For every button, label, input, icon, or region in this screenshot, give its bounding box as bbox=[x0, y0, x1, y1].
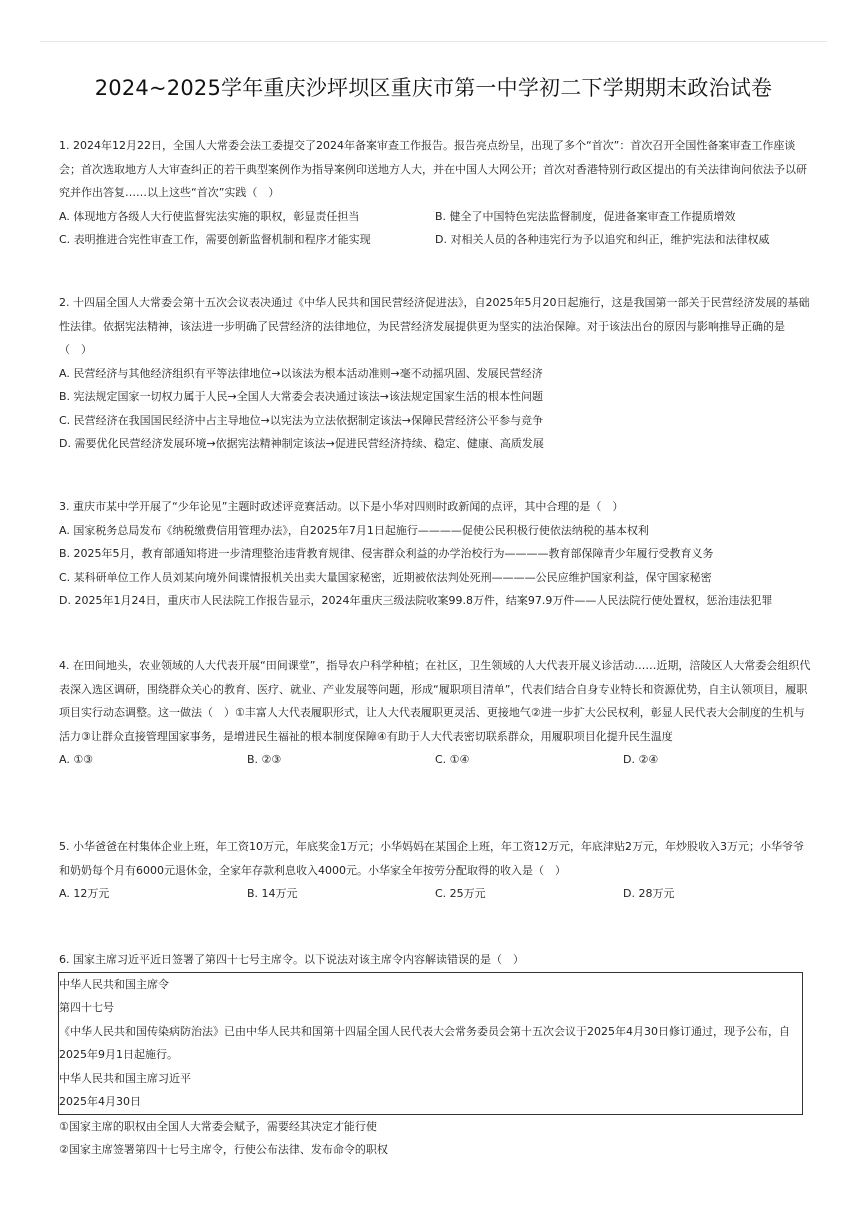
option-c: C. 25万元 bbox=[435, 887, 486, 900]
question-6 bbox=[59, 948, 811, 1162]
question-stem: 6. 国家主席习近平近日签署了第四十七号主席令。以下说法对该主席令内容解读错误的是（ ） bbox=[59, 953, 524, 966]
option-a: A. 12万元 bbox=[59, 887, 110, 900]
question-stem: 2. 十四届全国人大常委会第十五次会议表决通过《中华人民共和国民营经济促进法》，自2025年5月20日起施行，这是我国第一部关于民营经济发展的基础性法律。依据宪法精神，该法进一步明确了民营经济的法律地位，为民营经济发展提供更为坚实的法治保障。对于该法出台的原因与影响推导正确的是（ ） bbox=[59, 296, 810, 356]
question-1 bbox=[59, 134, 811, 252]
question-stem: 4. 在田间地头，农业领域的人大代表开展“田间课堂”，指导农户科学种植；在社区，卫生领域的人大代表开展义诊活动……近期，涪陵区人大常委会组织代表深入选区调研，围绕群众关心的教育、医疗、就业、产业发展等问题，形成“履职项目清单”，代表们结合自身专业特长和资源优势，自主认领项目，履职项目实行动态调整。这一做法（ ）①丰富人大代表履职形式，让人大代表履职更灵活、更接地气②进一步扩大公民权利，彰显人民代表大会制度的生机与活力③让群众直接管理国家事务，是增进民生福祉的根本制度保障④有助于人大代表密切联系群众，用履职项目化提升民生温度 bbox=[59, 659, 811, 743]
option-b: B. 健全了中国特色宪法监督制度，促进备案审查工作提质增效 bbox=[435, 209, 736, 223]
question-2 bbox=[59, 291, 811, 456]
decree-signature: 中华人民共和国主席习近平 bbox=[59, 1071, 191, 1085]
decree-body: 《中华人民共和国传染病防治法》已由中华人民共和国第十四届全国人民代表大会常务委员会第十五次会议于2025年4月30日修订通过，现予公布，自2025年9月1日起施行。 bbox=[59, 1024, 790, 1061]
option-a: A. 国家税务总局发布《纳税缴费信用管理办法》，自2025年7月1日起施行————促使公民积极行使依法纳税的基本权利 bbox=[59, 523, 649, 537]
decree-date: 2025年4月30日 bbox=[59, 1095, 141, 1108]
header-divider bbox=[40, 41, 827, 42]
question-5 bbox=[59, 835, 811, 906]
statement-1: ①国家主席的职权由全国人大常委会赋予，需要经其决定才能行使 bbox=[59, 1119, 377, 1133]
option-a: A. ①③ bbox=[59, 753, 94, 766]
statement-2: ②国家主席签署第四十七号主席令，行使公布法律、发布命令的职权 bbox=[59, 1143, 388, 1156]
option-d: D. 对相关人员的各种违宪行为予以追究和纠正，维护宪法和法律权威 bbox=[435, 233, 770, 246]
option-b: B. 2025年5月，教育部通知将进一步清理整治违背教育规律、侵害群众利益的办学治校行为————教育部保障青少年履行受教育义务 bbox=[59, 547, 714, 560]
option-b: B. 14万元 bbox=[247, 887, 298, 900]
decree-number: 第四十七号 bbox=[59, 1001, 114, 1014]
page-title: 2024~2025学年重庆沙坪坝区重庆市第一中学初二下学期期末政治试卷 bbox=[94, 76, 773, 100]
option-b: B. 宪法规定国家一切权力属于人民→全国人大常委会表决通过该法→该法规定国家生活的根本性问题 bbox=[59, 390, 543, 403]
option-a: A. 民营经济与其他经济组织有平等法律地位→以该法为根本活动准则→毫不动摇巩固、发展民营经济 bbox=[59, 366, 543, 380]
decree-box bbox=[58, 972, 803, 1115]
option-d: D. ②④ bbox=[623, 753, 659, 766]
question-stem: 3. 重庆市某中学开展了“少年论见”主题时政述评竞赛活动。以下是小华对四则时政新闻的点评，其中合理的是（ ） bbox=[59, 500, 624, 513]
question-stem: 5. 小华爸爸在村集体企业上班，年工资10万元，年底奖金1万元；小华妈妈在某国企上班，年工资12万元，年底津贴2万元，年炒股收入3万元；小华爷爷和奶奶每个月有6000元退休金，全家年存款利息收入4000元。小华家全年按劳分配取得的收入是（ ） bbox=[59, 840, 804, 877]
decree-heading: 中华人民共和国主席令 bbox=[59, 977, 169, 991]
question-3 bbox=[59, 495, 811, 613]
question-stem: 1. 2024年12月22日，全国人大常委会法工委提交了2024年备案审查工作报告。报告亮点纷呈，出现了多个“首次”：首次召开全国性备案审查工作座谈会；首次选取地方人大审查纠正的若干典型案例作为指导案例印送地方人大，并在中国人大网公开；首次对香港特别行政区提出的有关法律询问依法予以研究并作出答复……以上这些“首次”实践（ ） bbox=[59, 139, 807, 199]
option-a: A. 体现地方各级人大行使监督宪法实施的职权，彰显责任担当 bbox=[59, 209, 360, 223]
option-d: D. 需要优化民营经济发展环境→依据宪法精神制定该法→促进民营经济持续、稳定、健康、高质发展 bbox=[59, 437, 544, 450]
option-b: B. ②③ bbox=[247, 753, 282, 766]
option-c: C. 民营经济在我国国民经济中占主导地位→以宪法为立法依据制定该法→保障民营经济公平参与竞争 bbox=[59, 413, 544, 427]
option-c: C. ①④ bbox=[435, 753, 470, 766]
option-c: C. 某科研单位工作人员刘某向境外间谍情报机关出卖大量国家秘密，近期被依法判处死刑————公民应维护国家利益，保守国家秘密 bbox=[59, 570, 712, 584]
question-4 bbox=[59, 654, 811, 772]
option-d: D. 28万元 bbox=[623, 887, 675, 900]
option-c: C. 表明推进合宪性审查工作，需要创新监督机制和程序才能实现 bbox=[59, 233, 371, 246]
option-d: D. 2025年1月24日，重庆市人民法院工作报告显示，2024年重庆三级法院收案99.8万件，结案97.9万件——人民法院行使处置权，惩治违法犯罪 bbox=[59, 594, 773, 607]
